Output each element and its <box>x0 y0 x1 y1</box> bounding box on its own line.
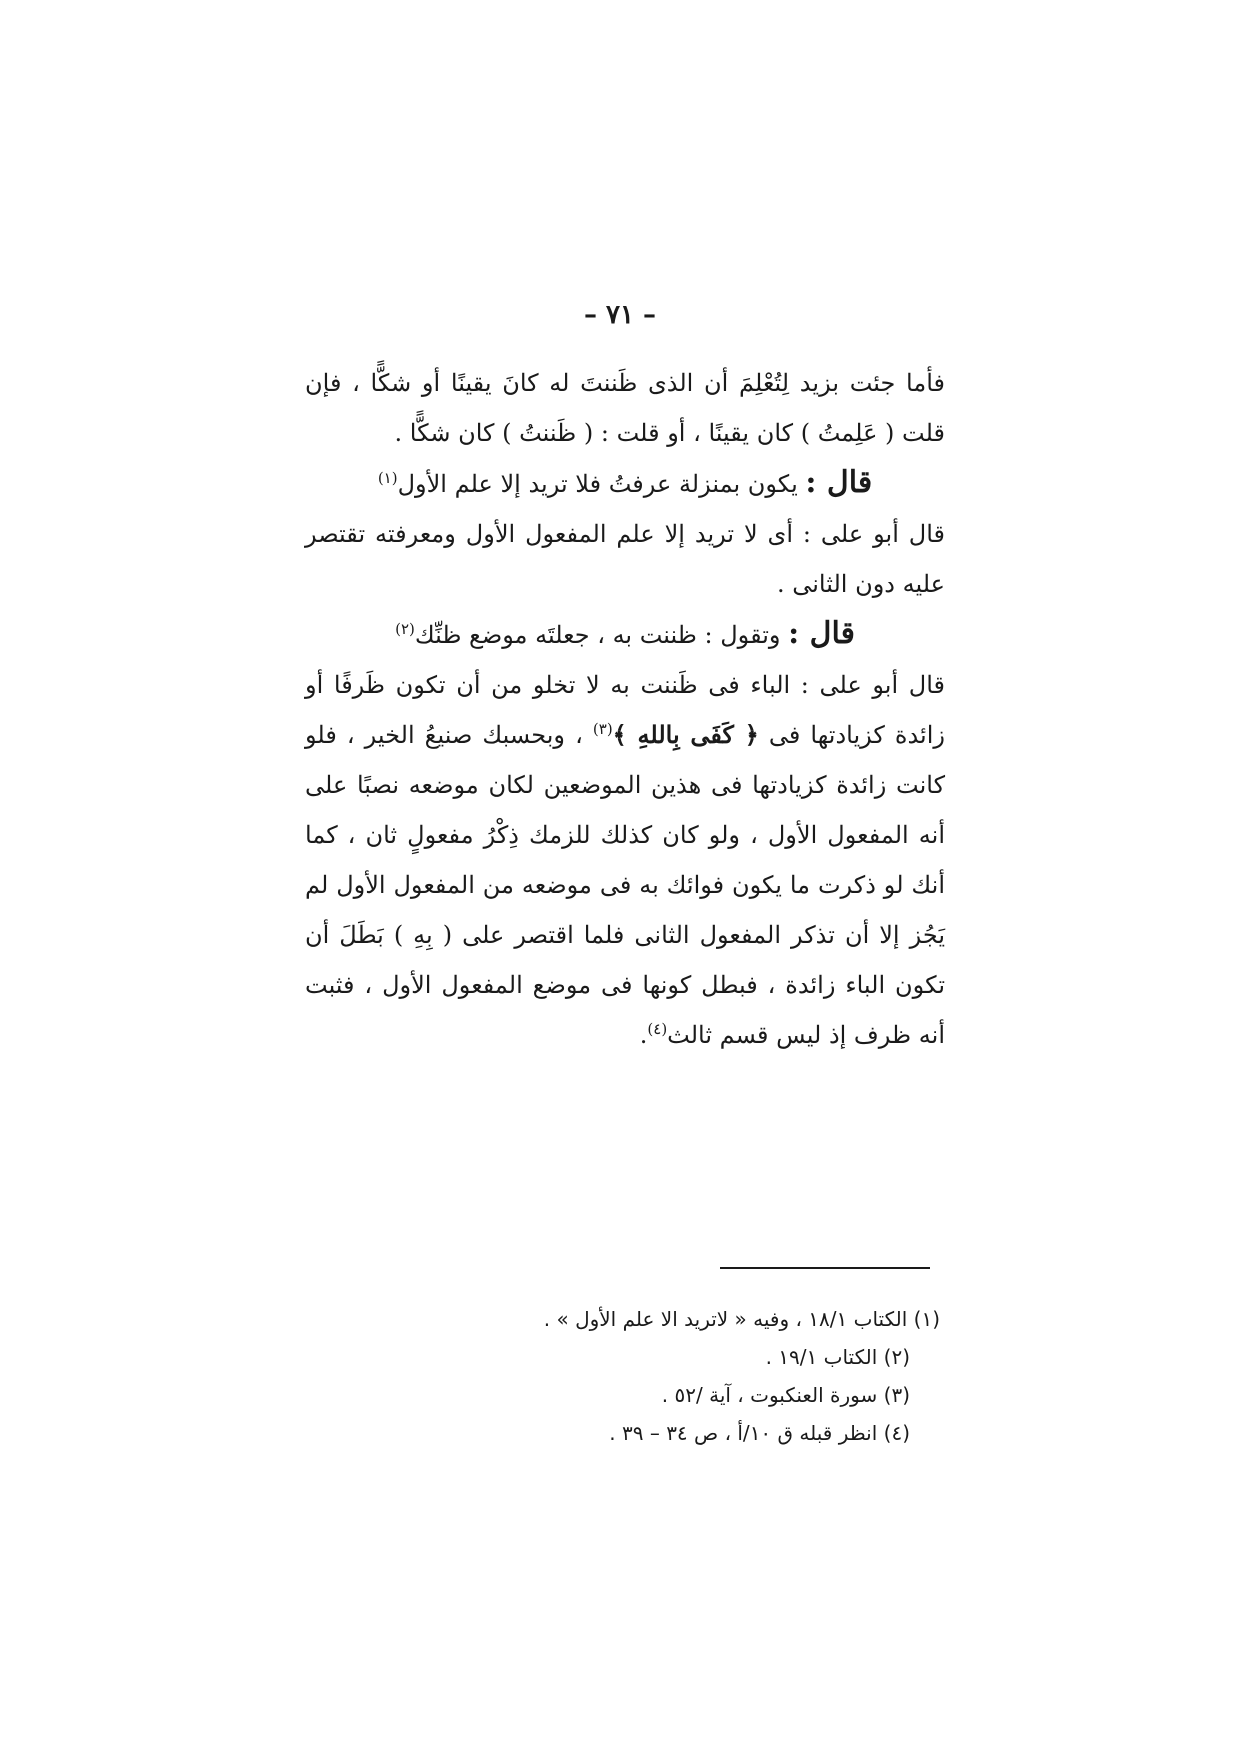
footnote-ref: (٣) <box>592 720 613 738</box>
paragraph-5-part-b: ، وبحسبك صنيعُ الخير ، فلو كانت زائدة كزيادتها فى هذين الموضعين لكان موضعه نصبًا على أنه المفعول الأول ، ولو كان كذلك للزمك ذِكْرُ مفعولٍ ثان ، كما أنك لو ذكرت ما يكون فوائك به فى موضعه من المفعول الأول لم يَجُز إلا أن تذكر المفعول الثانى فلما اقتصر على ( بِهِ ) بَطَلَ أن تكون الباء زائدة ، فبطل كونها فى موضع المفعول الأول ، فثبت أنه ظرف إذ ليس قسم ثالث <box>305 721 945 1049</box>
quote-text: يكون بمنزلة عرفتُ فلا تريد إلا علم الأول <box>397 470 798 498</box>
footnotes <box>400 1300 940 1452</box>
paragraph-4 <box>305 609 945 660</box>
paragraph-2 <box>305 458 945 509</box>
main-text <box>305 358 945 1060</box>
footnote-1: (١) الكتاب ١٨/١ ، وفيه « لاتريد الا علم الأول » . <box>543 1307 940 1331</box>
footnote-divider <box>720 1267 930 1269</box>
quote-text: وتقول : ظننت به ، جعلتَه موضع ظنِّك <box>414 621 781 649</box>
footnote-ref: (٤) <box>647 1020 668 1038</box>
footnote-ref: (٢) <box>395 620 415 638</box>
quran-verse: ﴿ كَفَى بِاللهِ ﴾ <box>612 720 759 749</box>
footnote-3: (٣) سورة العنكبوت ، آية /٥٢ . <box>661 1383 910 1407</box>
footnote-4: (٤) انظر قبله ق ١٠/أ ، ص ٣٤ – ٣٩ . <box>609 1421 910 1445</box>
paragraph-5-part-a: قال أبو على : الباء فى ظَننت به لا تخلو من أن تكون ظَرفًا أو زائدة كزيادتها فى <box>305 671 945 749</box>
footnote-2: (٢) الكتاب ١٩/١ . <box>765 1345 910 1369</box>
paragraph-1: فأما جئت بزيد لِتُعْلِمَ أن الذى ظَننتَ له كانَ يقينًا أو شكًّا ، فإن قلت ( عَلِمتُ ) كان يقينًا ، أو قلت : ( ظَننتُ ) كان شكًّا . <box>305 369 945 447</box>
page-number: – ٧١ – <box>583 300 657 330</box>
footnote-ref: (١) <box>377 469 398 487</box>
qal-label: قال : <box>788 616 855 651</box>
paragraph-3: قال أبو على : أى لا تريد إلا علم المفعول الأول ومعرفته تقتصر عليه دون الثانى . <box>305 520 945 598</box>
paragraph-5: قال أبو على : الباء فى ظَننت به لا تخلو من أن تكون ظَرفًا أو زائدة كزيادتها فى ﴿ كَفَى بِاللهِ ﴾$^{(٣)}$ ، وبحسبك صنيعُ الخير ، فلو كانت زائدة كزيادتها فى هذين الموضعين لكان موضعه نصبًا على أنه المفعول الأول ، ولو كان كذلك للزمك ذِكْرُ مفعولٍ ثان ، كما أنك لو ذكرت ما يكون فوائك به فى موضعه من المفعول الأول لم يَجُز إلا أن تذكر المفعول الثانى فلما اقتصر على ( بِهِ ) بَطَلَ أن تكون الباء زائدة ، فبطل كونها فى موضع المفعول الأول ، فثبت أنه ظرف إذ ليس قسم ثالث$^{(٤)}$. <box>305 671 945 1049</box>
qal-label: قال : <box>805 465 873 500</box>
